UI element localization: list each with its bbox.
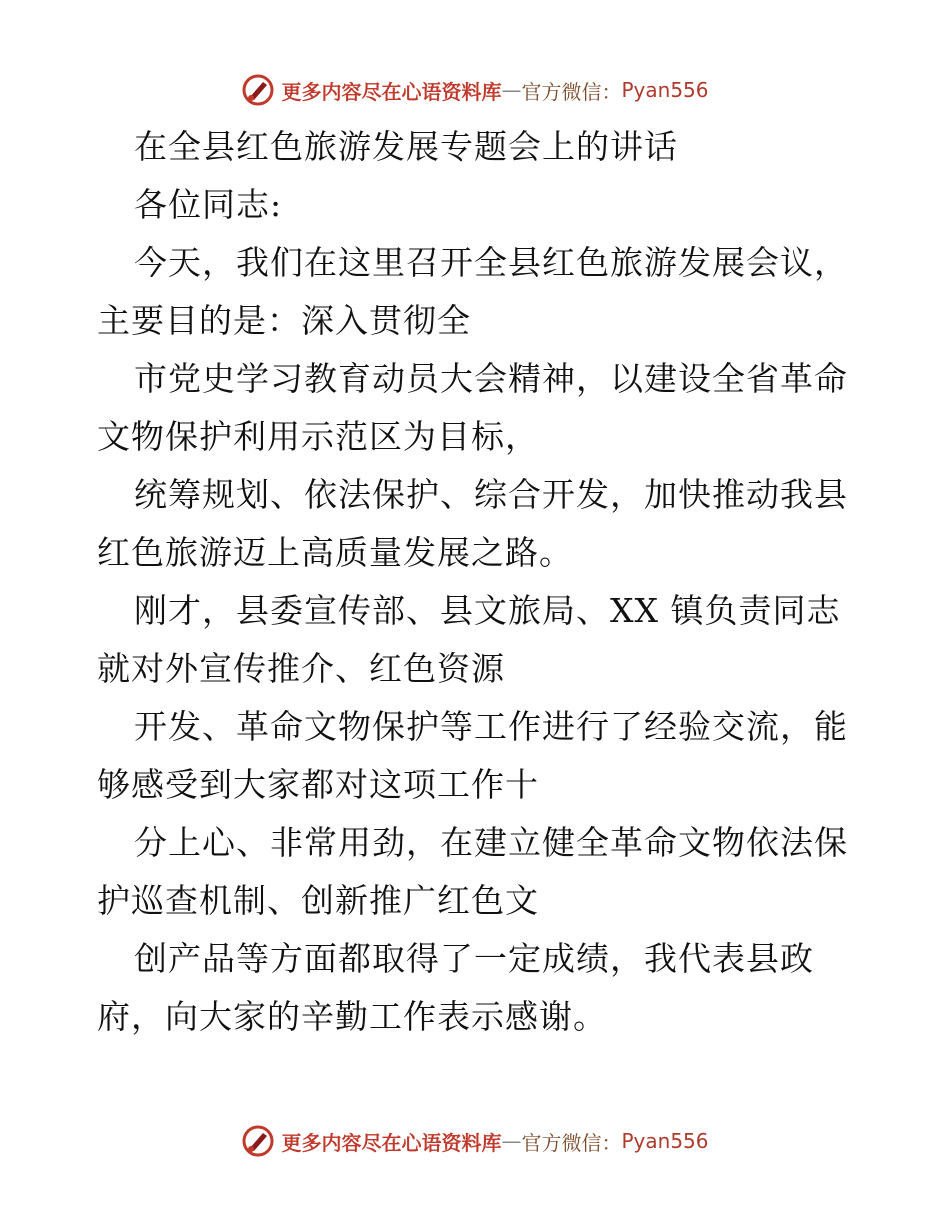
- text-line: 红色旅游迈上高质量发展之路。: [97, 533, 573, 572]
- text-line: 今天，我们在这里召开全县红色旅游发展会议，: [134, 243, 848, 282]
- text-line: 市党史学习教育动员大会精神，以建设全省革命: [134, 359, 848, 398]
- salutation: 各位同志:: [134, 185, 283, 224]
- watermark-main-text: 更多内容尽在心语资料库: [281, 1130, 502, 1155]
- text-line: 主要目的是：深入贯彻全: [97, 301, 471, 340]
- text-line: 够感受到大家都对这项工作十: [97, 765, 539, 804]
- text-line: 就对外宣传推介、红色资源: [97, 649, 505, 688]
- text-line: 创产品等方面都取得了一定成绩，我代表县政: [134, 939, 814, 978]
- text-line: 开发、革命文物保护等工作进行了经验交流，能: [134, 707, 848, 746]
- text-line: 统筹规划、依法保护、综合开发，加快推动我县: [134, 475, 848, 514]
- text-line: 文物保护利用示范区为目标，: [97, 417, 539, 456]
- text-line: 府，向大家的辛勤工作表示感谢。: [97, 997, 607, 1036]
- text-line: 护巡查机制、创新推广红色文: [97, 881, 539, 920]
- text-line: 刚才，县委宣传部、县文旅局、XX 镇负责同志: [134, 591, 841, 630]
- watermark-wechat-id: Pyan556: [621, 78, 709, 102]
- brush-logo-icon: [241, 73, 275, 107]
- watermark-label: 官方微信：: [521, 79, 622, 104]
- header-watermark: [0, 70, 950, 110]
- document-title: 在全县红色旅游发展专题会上的讲话: [134, 127, 678, 166]
- text-line: 分上心、非常用劲，在建立健全革命文物依法保: [134, 823, 848, 862]
- watermark-label: 官方微信：: [521, 1130, 622, 1155]
- footer-watermark: [0, 1121, 950, 1161]
- watermark-main-text: 更多内容尽在心语资料库: [281, 79, 502, 104]
- document-body: [97, 118, 857, 1046]
- watermark-separator: —: [501, 1129, 522, 1153]
- watermark-wechat-id: Pyan556: [621, 1129, 709, 1153]
- watermark-separator: —: [501, 78, 522, 102]
- brush-logo-icon: [241, 1124, 275, 1158]
